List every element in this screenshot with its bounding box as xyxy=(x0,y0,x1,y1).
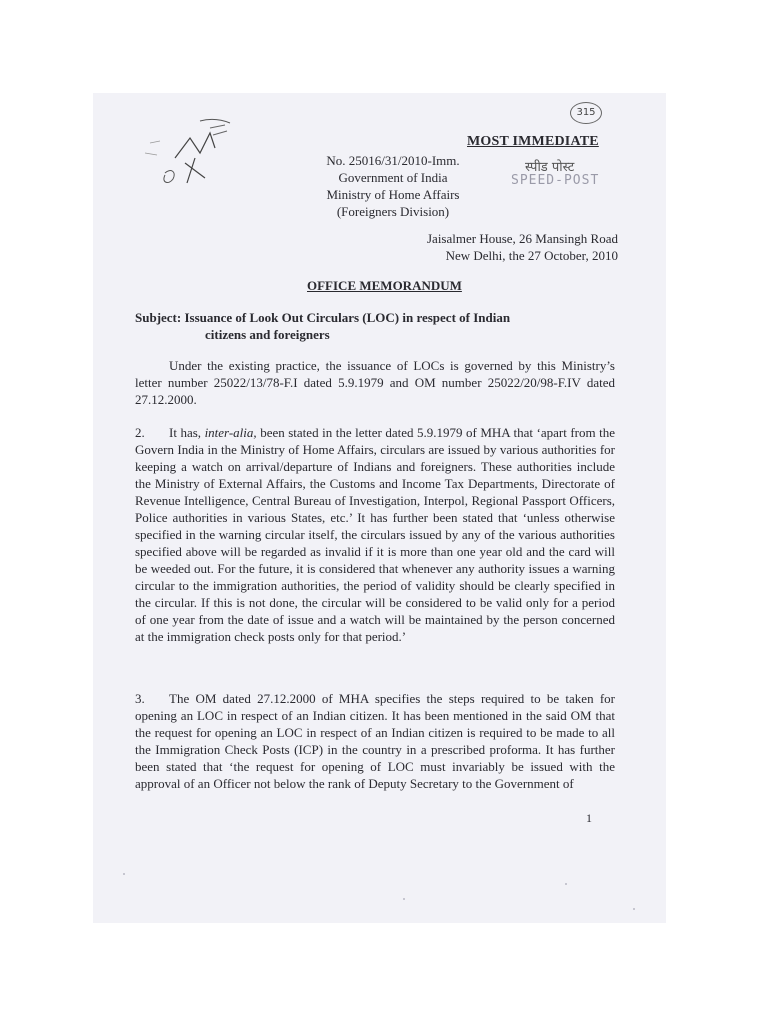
subject-block xyxy=(135,309,595,343)
subject-line-1: Subject: Issuance of Look Out Circulars (LOC) in respect of Indian xyxy=(135,310,511,325)
scan-speck xyxy=(633,908,635,910)
division-line: (Foreigners Division) xyxy=(336,204,450,219)
paragraph-2-italic: inter-alia, xyxy=(204,425,257,440)
file-number: No. 25016/31/2010-Imm. xyxy=(326,153,460,168)
subject-line-2: citizens and foreigners xyxy=(205,327,330,342)
government-line: Government of India xyxy=(338,170,448,185)
paragraph-3 xyxy=(135,690,615,792)
paragraph-3-number: 3. xyxy=(135,691,145,706)
paragraph-1: Under the existing practice, the issuance of LOCs is governed by this Ministry’s letter number 25022/13/78-F.I dated 5.9.1979 and OM number 25022/20/98-F.IV dated 27.12.2000. xyxy=(135,358,615,407)
paragraph-2-lead: It has, xyxy=(169,425,205,440)
speed-post-stamp: SPEED-POST xyxy=(511,173,600,188)
address-block xyxy=(389,230,618,264)
scan-speck xyxy=(123,873,125,875)
paragraph-2 xyxy=(135,424,615,645)
paragraph-3-text: The OM dated 27.12.2000 of MHA specifies the steps required to be taken for opening an LOC in respect of an Indian citizen. It has been mentioned in the said OM that the request for opening an LOC in respect of an Indian citizen is required to be made to all the Immigration Check Posts (ICP) in the country in a prescribed proforma. It has further been stated that ‘the request for opening of LOC must invariably be issued with the approval of an Officer not below the rank of Deputy Secretary to the Government of xyxy=(135,691,615,791)
document-page xyxy=(93,93,666,923)
address-date-line: New Delhi, the 27 October, 2010 xyxy=(445,248,618,263)
paragraph-2-number: 2. xyxy=(135,425,145,440)
paragraph-2-text: been stated in the letter dated 5.9.1979 of MHA that ‘apart from the Govern India in the Ministry of Home Affairs, circulars are issued by various authorities for keeping a watch on arrival/departure of Indians and foreigners. These authorities include the Ministry of External Affairs, the Customs and Income Tax Departments, Directorate of Revenue Intelligence, Central Bureau of Investigation, Interpol, Regional Passport Officers, Police authorities in various States, etc.’ It has further been stated that ‘unless otherwise specified in the warning circular itself, the circulars issued by any of the various authorities specified above will be regarded as invalid if it is more than one year old and the card will be weeded out. For the future, it is considered that whenever any authority issues a warning circular to the immigration authorities, the period of validity should be clearly specified in the circular. If this is not done, the circular will be considered to be valid only for a period of one year from the date of issue and a watch will be maintained by the person concerned at the immigration check posts only for that period.’ xyxy=(135,425,615,644)
priority-heading: MOST IMMEDIATE xyxy=(467,134,599,149)
address-line-1: Jaisalmer House, 26 Mansingh Road xyxy=(426,231,618,246)
handwritten-annotation xyxy=(115,113,245,203)
scan-speck xyxy=(403,898,405,900)
reference-block xyxy=(318,152,468,220)
memo-title: OFFICE MEMORANDUM xyxy=(307,278,462,293)
ministry-line: Ministry of Home Affairs xyxy=(326,187,460,202)
file-seal: 315 xyxy=(570,102,602,124)
scan-speck xyxy=(565,883,567,885)
page-number: 1 xyxy=(586,811,592,825)
hindi-speed-post-stamp: स्पीड पोस्ट xyxy=(525,160,575,175)
